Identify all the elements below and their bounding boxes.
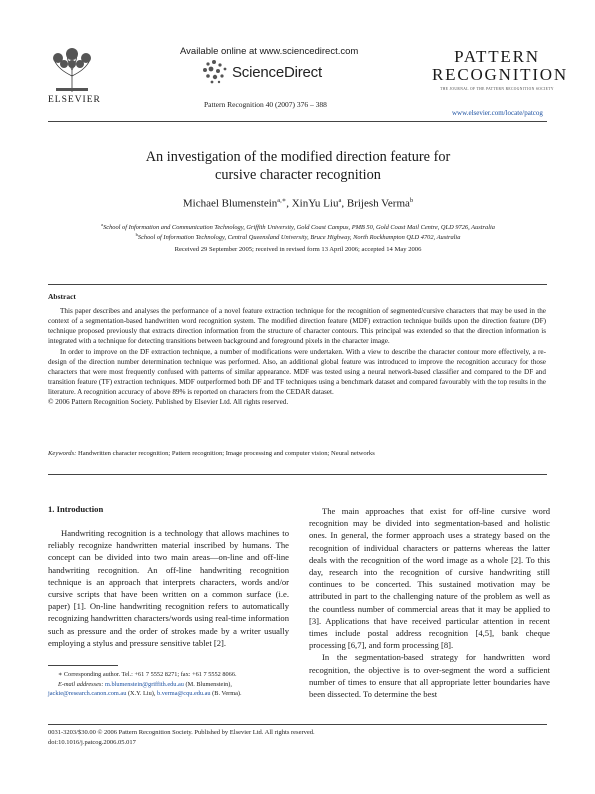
journal-logo-line1: PATTERN — [454, 47, 540, 66]
email-link[interactable]: jackie@research.canon.com.au — [48, 690, 127, 697]
author-name: Brijesh Verma — [346, 197, 410, 210]
journal-logo-line2: RECOGNITION — [432, 65, 568, 84]
article-title-line1: An investigation of the modified direction feature for — [145, 149, 451, 165]
body-paragraph: Handwriting recognition is a technology that allows machines to reliably recognize handwritten material inscribed by humans. The concept can be divided into two main areas—on-line and off-line handwriting recognition. An off-line handwriting recognition technique is an approach that interprets characters, words and/or cursive scripts that have been written on a common surface (i.e. paper) [1]. On-line handwriting recognition refers to automatically recognizing handwritten characters/words using real-time information such as pressure and the order of strokes made by a writer usually employing a stylus and pressure sensitive tablet [2]. — [48, 528, 289, 648]
footnote — [48, 670, 289, 699]
abstract-body — [48, 306, 546, 408]
doi-line[interactable]: doi:10.1016/j.patcog.2006.05.017 — [48, 739, 136, 746]
sciencedirect-wordmark: ScienceDirect — [232, 64, 322, 81]
header-rule — [48, 121, 547, 122]
issn-line: 0031-3203/$30.00 © 2006 Pattern Recognition Society. Published by Elsevier Ltd. All rights reserved. — [48, 729, 315, 736]
corresponding-author: ∗ Corresponding author. Tel.: +61 7 5552 8271; fax: +61 7 5552 8066. — [58, 671, 237, 678]
affiliation-b-sup: b — [135, 232, 138, 237]
footer-rule — [48, 724, 547, 725]
abstract-paragraph: This paper describes and analyses the performance of a novel feature extraction technique for the recognition of segmented/cursive characters that may be used in the context of a segmentation-based handwritten word recognition system. The modified direction feature (MDF) extraction technique builds upon the direction feature (DF) technique proposed previously that extracts direction information from the structure of character contours. This principal was extended so that the direction information is integrated with a technique for detecting transitions between background and foreground pixels in the character image. — [48, 307, 546, 346]
author-name: Michael Blumenstein — [182, 197, 278, 210]
email-label: E-mail addresses: — [58, 680, 104, 688]
keywords — [48, 450, 546, 457]
email-owner: (B. Verma). — [212, 690, 242, 697]
email-owner: (M. Blumenstein), — [185, 680, 232, 688]
journal-reference: Pattern Recognition 40 (2007) 376 – 388 — [204, 100, 327, 109]
abstract-bottom-rule — [48, 474, 547, 475]
elsevier-wordmark: ELSEVIER — [48, 95, 101, 105]
footnote-rule — [48, 665, 118, 666]
abstract-paragraph: In order to improve on the DF extraction technique, a number of modifications were undertaken. With a view to describe the character contour more effectively, a re-design of the direction number determination technique was performed. Also, an additional global feature was introduced to improve the recognition accuracy for those characters that were most frequently confused with patterns of similar appearance. MDF was tested using a neural network-based classifier and compared to the DF and transition feature (TF) extraction techniques. MDF outperformed both DF and TF techniques using a benchmark dataset and compared favourably with the top results in the literature. A recognition accuracy of above 89% is reported on characters from the CEDAR dataset. — [48, 347, 546, 397]
journal-url-link[interactable]: www.elsevier.com/locate/patcog — [452, 109, 543, 117]
abstract-copyright: © 2006 Pattern Recognition Society. Published by Elsevier Ltd. All rights reserved. — [48, 398, 289, 407]
affiliation-a-text: School of Information and Communication Technology, Griffith University, Gold Coast Campus, PMB 50, Gold Coast Mail Centre, QLD 9726, Australia — [103, 224, 495, 232]
keywords-text: Handwritten character recognition; Pattern recognition; Image processing and computer vision; Neural networks — [77, 450, 375, 457]
author-sup: a — [338, 197, 342, 204]
available-online-text: Available online at www.sciencedirect.com — [180, 46, 359, 57]
author-sup: a,∗ — [277, 197, 287, 204]
author-name: XinYu Liu — [291, 197, 339, 210]
author-sup: b — [409, 197, 414, 204]
affiliation-b — [48, 230, 548, 243]
email-line — [48, 680, 289, 699]
email-owner: (X.Y. Liu), — [127, 690, 156, 697]
left-column — [48, 527, 289, 649]
abstract-heading: Abstract — [48, 292, 76, 301]
body-paragraph: The main approaches that exist for off-line cursive word recognition may be divided into segmentation-based and holistic ones. In general, the former approach uses a strategy based on the recognition of individual characters or patterns whereas the latter deals with the recognition of the word image as a whole [2]. To this day, research into the recognition of cursive handwriting still continues to be concerted. This sustained motivation may be attributed in part to the challenging nature of the problem as well as the countless number of commercial areas that it may be applied to [3]. Applications that have received particular attention in recent times include postal address recognition [4,5], bank cheque processing [6,7], and form processing [8]. — [309, 506, 550, 651]
email-link[interactable]: m.blumenstein@griffith.edu.au — [105, 680, 184, 688]
body-paragraph: In the segmentation-based strategy for handwritten word recognition, the objective is to over-segment the word a sufficient number of times to ensure that all appropriate letter boundaries have been dissected. To determine the best — [309, 652, 550, 700]
author-list: Michael Blumenstein$^{a,∗}$, XinYu Liu$^a$, Brijesh Verma$^b$ — [182, 197, 414, 210]
section-heading-introduction: 1. Introduction — [48, 504, 104, 514]
article-title-line2: cursive character recognition — [215, 167, 381, 183]
pattern-recognition-logo — [432, 47, 568, 91]
right-column — [309, 505, 550, 700]
journal-logo-fine: THE JOURNAL OF THE PATTERN RECOGNITION SOCIETY — [440, 87, 554, 91]
received-dates: Received 29 September 2005; received in revised form 13 April 2006; accepted 14 May 2006 — [174, 246, 422, 253]
keywords-label: Keywords: — [48, 450, 77, 457]
elsevier-tree-logo — [48, 46, 96, 94]
abstract-top-rule — [48, 284, 547, 285]
email-link[interactable]: b.verma@cqu.edu.au — [157, 690, 211, 697]
affiliation-a-sup: a — [101, 222, 104, 227]
affiliation-b-text: School of Information Technology, Central Queensland University, Bruce Highway, North Rockhampton QLD 4702, Australia — [137, 234, 461, 242]
